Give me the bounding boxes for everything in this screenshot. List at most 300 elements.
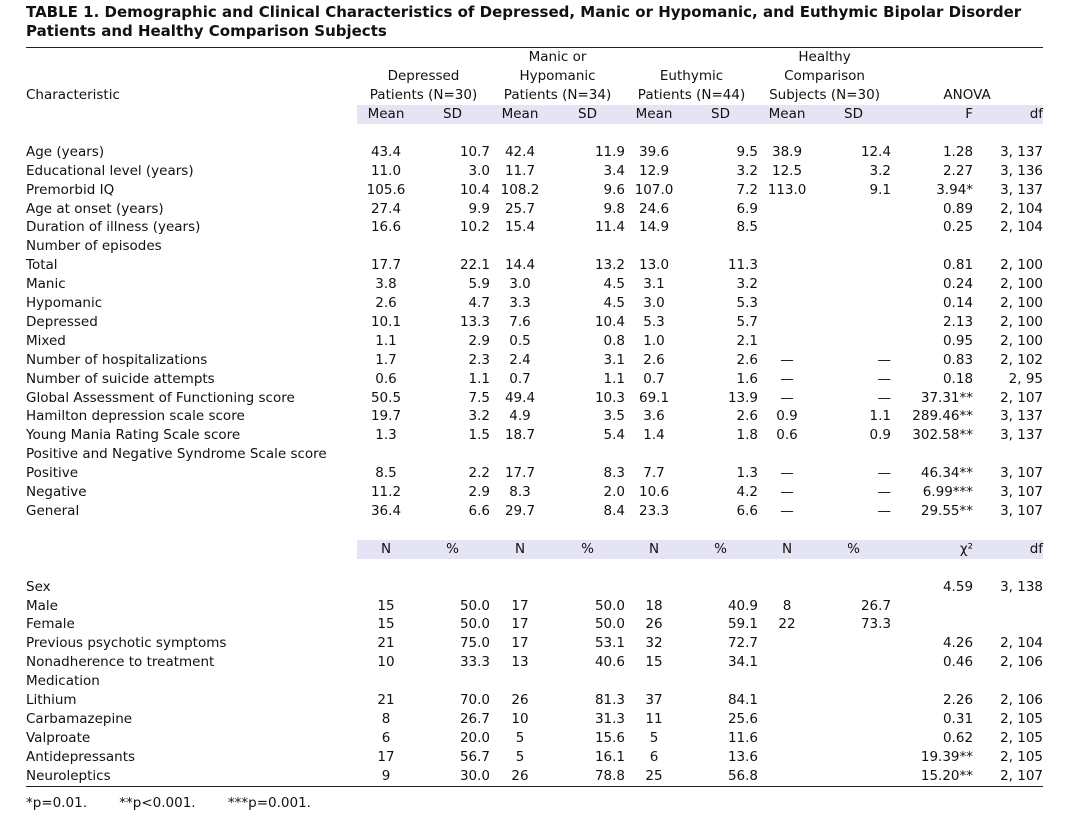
characteristics-table <box>26 47 1043 787</box>
table-cell: 3.1 <box>643 276 665 293</box>
table-cell: 0.9 <box>869 427 892 444</box>
table-cell <box>758 672 816 691</box>
table-cell: 27.4 <box>370 200 402 217</box>
table-cell: 3, 137 <box>1000 181 1044 198</box>
row-label: Depressed <box>26 313 98 330</box>
header-characteristic: Characteristic <box>26 87 120 103</box>
table-cell: 0.31 <box>942 710 974 727</box>
row-label: Sex <box>26 578 51 595</box>
table-row <box>26 464 1043 483</box>
table-cell <box>816 653 891 672</box>
table-cell: 3, 107 <box>1000 465 1044 482</box>
table-cell: 3.0 <box>509 276 531 293</box>
footnotes <box>26 795 339 811</box>
row-label: Negative <box>26 484 87 501</box>
table-cell <box>816 767 891 786</box>
table-cell: 16.1 <box>594 748 626 765</box>
table-cell: 69.1 <box>638 389 670 406</box>
table-cell: 26.7 <box>459 710 490 727</box>
table-cell <box>758 275 816 294</box>
table-cell: 0.6 <box>375 370 397 387</box>
table-row <box>26 691 1043 710</box>
table-cell: 2, 95 <box>1008 370 1044 387</box>
table-cell: 2, 106 <box>1000 654 1044 671</box>
table-cell: 6.6 <box>736 503 759 520</box>
subheader-cell: % <box>415 540 490 559</box>
table-cell: 2.13 <box>942 313 974 330</box>
row-label: Young Mania Rating Scale score <box>26 427 241 444</box>
table-row <box>26 370 1043 389</box>
table-cell <box>758 710 816 729</box>
group-header-4: Comparison <box>784 68 865 84</box>
table-cell: 32 <box>645 635 663 652</box>
table-cell: 2, 102 <box>1000 351 1044 368</box>
table-cell: 8.3 <box>603 465 626 482</box>
table-row <box>26 275 1043 294</box>
table-cell <box>490 445 550 464</box>
table-row <box>26 143 1043 162</box>
group-header-1 <box>357 48 490 68</box>
table-cell: 42.4 <box>504 143 536 160</box>
table-cell: 0.6 <box>776 427 798 444</box>
table-cell: 8.3 <box>509 484 531 501</box>
table-cell <box>357 578 415 597</box>
table-cell: 2, 105 <box>1000 729 1044 746</box>
table-cell: 10.4 <box>594 313 626 330</box>
group-header-1: Patients (N=30) <box>369 87 478 103</box>
table-cell: 3, 107 <box>1000 484 1044 501</box>
table-cell: 13.2 <box>594 257 626 274</box>
subheader-cell: Mean <box>758 105 816 124</box>
table-cell <box>973 597 1043 616</box>
table-cell: 70.0 <box>459 692 490 709</box>
footnote-2: **p<0.001. <box>119 795 196 811</box>
table-cell: 50.0 <box>594 616 626 633</box>
table-cell: 2.0 <box>603 484 626 501</box>
table-row <box>26 653 1043 672</box>
group-header-3: Euthymic <box>659 68 724 84</box>
row-label: Number of episodes <box>26 238 162 255</box>
table-cell <box>415 672 490 691</box>
table-cell: 0.7 <box>643 370 665 387</box>
table-cell: 2, 100 <box>1000 295 1044 312</box>
table-cell: 84.1 <box>727 692 759 709</box>
table-cell: 26 <box>490 767 550 786</box>
table-cell: 2, 105 <box>1000 710 1044 727</box>
table-cell: — <box>780 484 794 501</box>
table-cell <box>758 691 816 710</box>
table-row <box>26 445 1043 464</box>
table-cell: — <box>877 351 892 368</box>
table-cell: 17 <box>511 616 529 633</box>
table-cell: 5.3 <box>736 295 759 312</box>
footnote-3: ***p=0.001. <box>227 795 311 811</box>
table-cell <box>758 748 816 767</box>
table-row <box>26 256 1043 275</box>
table-cell: 10.4 <box>459 181 490 198</box>
table-cell: 0.5 <box>509 332 531 349</box>
table-cell: 3.2 <box>468 408 490 425</box>
table-cell <box>816 275 891 294</box>
table-cell: 13 <box>511 654 529 671</box>
table-cell: 2, 100 <box>1000 276 1044 293</box>
table-cell: 59.1 <box>727 616 759 633</box>
table-cell: 2, 100 <box>1000 313 1044 330</box>
header-characteristic <box>26 48 357 68</box>
table-cell <box>816 578 891 597</box>
table-cell: — <box>877 465 892 482</box>
table-cell: 24.6 <box>638 200 670 217</box>
table-cell: 19.7 <box>370 408 402 425</box>
table-cell: — <box>877 389 892 406</box>
table-cell <box>758 445 816 464</box>
table-cell: 3, 137 <box>1000 427 1044 444</box>
table-cell: 4.26 <box>942 635 974 652</box>
table-cell: 31.3 <box>594 710 626 727</box>
table-cell <box>891 597 973 616</box>
table-cell: 3, 136 <box>1000 162 1044 179</box>
table-cell <box>625 445 683 464</box>
row-label: Global Assessment of Functioning score <box>26 389 295 406</box>
table-cell: 6.9 <box>736 200 759 217</box>
anova-header <box>891 67 1043 86</box>
table-cell: 2.9 <box>468 332 490 349</box>
table-cell: 9.5 <box>736 143 759 160</box>
table-cell: 39.6 <box>638 143 670 160</box>
table-cell: 14.9 <box>638 219 670 236</box>
table-cell: 9 <box>357 767 415 786</box>
table-cell: 3.1 <box>603 351 626 368</box>
subheader-cell: df <box>973 540 1043 559</box>
table-cell: 0.83 <box>942 351 974 368</box>
table-title: TABLE 1. Demographic and Clinical Characteristics of Depressed, Manic or Hypomanic, and Euthymic Bipolar Disorder Patients and Healthy Comparison Subjects <box>26 3 1022 40</box>
table-cell: 26 <box>511 692 529 709</box>
row-label: Female <box>26 616 75 633</box>
table-cell <box>758 218 816 237</box>
table-cell: 81.3 <box>594 692 626 709</box>
table-cell: 1.28 <box>942 143 974 160</box>
table-cell: 40.6 <box>594 654 626 671</box>
table-cell: 75.0 <box>459 635 490 652</box>
table-cell: — <box>780 503 794 520</box>
table-cell: 23.3 <box>638 503 670 520</box>
table-cell: 1.0 <box>643 332 665 349</box>
table-cell <box>415 445 490 464</box>
table-cell: 2.2 <box>468 465 490 482</box>
subheader-cell: N <box>758 540 816 559</box>
table-cell: 7.2 <box>736 181 759 198</box>
table-cell: 5.3 <box>643 313 665 330</box>
table-cell <box>625 672 683 691</box>
spacer-row <box>26 559 1043 578</box>
table-cell: 2, 100 <box>1000 257 1044 274</box>
table-cell: 21 <box>377 692 395 709</box>
table-cell: 10 <box>511 710 529 727</box>
table-row <box>26 218 1043 237</box>
table-cell: 36.4 <box>370 503 402 520</box>
table-row <box>26 710 1043 729</box>
table-cell: 2.6 <box>736 408 759 425</box>
row-label: Duration of illness (years) <box>26 219 201 236</box>
table-cell: 113.0 <box>767 181 807 198</box>
table-row <box>26 767 1043 786</box>
table-cell: 1.1 <box>375 332 397 349</box>
table-row <box>26 313 1043 332</box>
table-cell: 3.8 <box>375 276 397 293</box>
row-label: Neuroleptics <box>26 767 357 786</box>
table-cell: 7.5 <box>468 389 490 406</box>
table-cell: 20.0 <box>459 729 490 746</box>
table-cell <box>891 615 973 634</box>
table-cell: 10.3 <box>594 389 626 406</box>
subheader-cell: SD <box>415 105 490 124</box>
group-header-1: Depressed <box>387 68 460 84</box>
table-cell: 10.2 <box>459 219 490 236</box>
table-cell: 0.81 <box>942 257 974 274</box>
table-cell: 11.2 <box>370 484 402 501</box>
row-label: Number of suicide attempts <box>26 370 215 387</box>
table-cell: 3, 138 <box>1000 578 1044 595</box>
subheader-cell: SD <box>550 105 625 124</box>
table-cell <box>891 672 973 691</box>
table-cell <box>973 237 1043 256</box>
subheader-cell: F <box>891 105 973 124</box>
spacer-row <box>26 124 1043 143</box>
table-cell: 5 <box>515 729 525 746</box>
table-cell: 12.5 <box>771 162 803 179</box>
table-cell: 2.3 <box>468 351 490 368</box>
row-label: Valproate <box>26 729 91 746</box>
table-cell: 2.9 <box>468 484 490 501</box>
table-cell: 9.6 <box>603 181 626 198</box>
subheader-cell: Mean <box>490 105 550 124</box>
table-cell: 21 <box>377 635 395 652</box>
table-cell: 2.27 <box>942 162 974 179</box>
table-cell: 2.1 <box>736 332 759 349</box>
table-cell: 8 <box>782 597 792 614</box>
table-cell <box>758 256 816 275</box>
table-cell: 2, 100 <box>1000 332 1044 349</box>
table-cell: 9.8 <box>603 200 626 217</box>
table-cell <box>891 237 973 256</box>
table-row <box>26 748 1043 767</box>
table-cell: 50.0 <box>459 616 490 633</box>
table-cell <box>816 256 891 275</box>
table-cell: 25 <box>625 767 683 786</box>
header-row-1 <box>26 48 1043 68</box>
row-label: Antidepressants <box>26 748 136 765</box>
subheader-cell: Mean <box>357 105 415 124</box>
table-cell <box>490 237 550 256</box>
table-cell: 11.6 <box>727 729 759 746</box>
table-cell: 46.34** <box>920 465 974 482</box>
table-cell: 2, 107 <box>1000 389 1044 406</box>
row-label: Previous psychotic symptoms <box>26 635 227 652</box>
table-cell: 6 <box>649 748 659 765</box>
table-row <box>26 597 1043 616</box>
table-cell: 5.7 <box>736 313 759 330</box>
table-cell: 38.9 <box>771 143 803 160</box>
table-cell: 2.6 <box>643 351 665 368</box>
table-row <box>26 351 1043 370</box>
table-cell: 34.1 <box>727 654 759 671</box>
table-cell: 10.1 <box>370 313 402 330</box>
table-cell: 4.5 <box>603 295 626 312</box>
table-cell: 3.2 <box>869 162 892 179</box>
table-cell: 1.3 <box>736 465 759 482</box>
table-row <box>26 729 1043 748</box>
row-label: Hamilton depression scale score <box>26 408 245 425</box>
table-cell <box>816 200 891 219</box>
table-cell: 0.7 <box>509 370 531 387</box>
table-cell: 1.5 <box>468 427 490 444</box>
table-cell: 29.7 <box>504 503 536 520</box>
table-cell: 73.3 <box>860 616 892 633</box>
table-cell: 11.0 <box>370 162 402 179</box>
table-cell: 17 <box>377 748 395 765</box>
table-cell: 1.1 <box>869 408 892 425</box>
table-cell <box>816 634 891 653</box>
subheader-cell: df <box>973 105 1043 124</box>
table-row <box>26 502 1043 521</box>
table-cell: 10 <box>377 654 395 671</box>
table-cell <box>415 578 490 597</box>
table-cell: 0.24 <box>942 276 974 293</box>
table-cell: 15.20** <box>891 767 973 786</box>
table-cell <box>550 578 625 597</box>
table-cell: 12.4 <box>860 143 892 160</box>
table-cell <box>758 332 816 351</box>
table-cell: 8.5 <box>375 465 397 482</box>
table-cell <box>816 445 891 464</box>
table-cell <box>816 672 891 691</box>
table-cell: 11 <box>645 710 663 727</box>
group-header-2: Hypomanic <box>519 68 596 84</box>
table-cell: 37 <box>645 692 663 709</box>
table-cell <box>973 445 1043 464</box>
table-cell <box>816 237 891 256</box>
table-cell <box>758 237 816 256</box>
table-cell: 11.3 <box>727 257 759 274</box>
table-cell: 2, 106 <box>1000 692 1044 709</box>
table-cell: 6.99*** <box>922 484 974 501</box>
table-cell: 5 <box>515 748 525 765</box>
table-cell: 5.4 <box>603 427 626 444</box>
table-cell <box>490 672 550 691</box>
table-cell: 37.31** <box>920 389 974 406</box>
table-cell: 9.9 <box>468 200 490 217</box>
subheader-cell: N <box>490 540 550 559</box>
row-label: Age at onset (years) <box>26 200 164 217</box>
table-cell: 3.94* <box>936 181 974 198</box>
table-cell: 1.4 <box>643 427 665 444</box>
row-label: Lithium <box>26 692 77 709</box>
table-row <box>26 237 1043 256</box>
table-cell <box>816 748 891 767</box>
table-cell: 3.4 <box>603 162 626 179</box>
row-label: Nonadherence to treatment <box>26 654 215 671</box>
table-cell: 0.95 <box>942 332 974 349</box>
table-cell: 0.14 <box>942 295 974 312</box>
table-cell <box>490 578 550 597</box>
table-cell: 10.7 <box>459 143 490 160</box>
subheader-row-mean-sd <box>26 105 1043 124</box>
table-cell: 2, 107 <box>973 767 1043 786</box>
table-cell: 4.59 <box>942 578 974 595</box>
table-cell: 2.4 <box>509 351 531 368</box>
table-cell: 8.4 <box>603 503 626 520</box>
table-row <box>26 672 1043 691</box>
table-row <box>26 294 1043 313</box>
table-cell: 302.58** <box>912 427 974 444</box>
table-cell: 2, 104 <box>1000 200 1044 217</box>
table-cell: 14.4 <box>504 257 536 274</box>
subheader-cell: SD <box>816 105 891 124</box>
table-cell: 29.55** <box>920 503 974 520</box>
table-cell: 0.89 <box>942 200 974 217</box>
table-cell <box>758 653 816 672</box>
subheader-cell: % <box>550 540 625 559</box>
table-cell <box>816 313 891 332</box>
group-header-2: Manic or <box>490 48 625 68</box>
table-cell <box>550 237 625 256</box>
table-cell: 0.25 <box>942 219 974 236</box>
table-cell <box>683 445 758 464</box>
table-cell: 4.9 <box>509 408 531 425</box>
table-cell: 105.6 <box>366 181 406 198</box>
table-cell: 17 <box>511 597 529 614</box>
row-label: Positive <box>26 465 79 482</box>
table-cell: 2.26 <box>942 692 974 709</box>
group-header-3 <box>625 48 758 68</box>
table-cell: 30.0 <box>415 767 490 786</box>
table-cell: 1.1 <box>603 370 626 387</box>
table-cell: 1.8 <box>736 427 759 444</box>
table-cell: 289.46** <box>912 408 974 425</box>
table-cell: 50.0 <box>459 597 490 614</box>
group-header-2: Patients (N=34) <box>503 87 612 103</box>
table-cell: 50.0 <box>594 597 626 614</box>
table-cell: 4.5 <box>603 276 626 293</box>
table-cell: — <box>780 389 794 406</box>
table-cell: 5.9 <box>468 276 490 293</box>
table-cell: 1.1 <box>468 370 490 387</box>
table-cell: 0.9 <box>776 408 798 425</box>
table-cell: 17.7 <box>370 257 402 274</box>
table-cell <box>550 445 625 464</box>
table-cell: 18.7 <box>504 427 536 444</box>
table-cell: 15.4 <box>504 219 536 236</box>
table-cell: 25.6 <box>727 710 759 727</box>
table-cell: 72.7 <box>727 635 759 652</box>
table-cell: 11.7 <box>504 162 536 179</box>
table-row <box>26 181 1043 200</box>
table-cell: 15 <box>377 597 395 614</box>
table-cell: 4.7 <box>468 295 490 312</box>
row-label: Mixed <box>26 332 66 349</box>
row-label: Medication <box>26 673 100 690</box>
table-cell: 0.8 <box>603 332 626 349</box>
table-cell <box>357 237 415 256</box>
header-row-3 <box>26 86 1043 105</box>
table-cell: 8.5 <box>736 219 759 236</box>
table-cell: 2, 104 <box>1000 219 1044 236</box>
row-label: Manic <box>26 276 66 293</box>
table-row <box>26 483 1043 502</box>
table-cell: 18 <box>645 597 663 614</box>
table-cell: 13.3 <box>459 313 490 330</box>
table-cell <box>891 445 973 464</box>
